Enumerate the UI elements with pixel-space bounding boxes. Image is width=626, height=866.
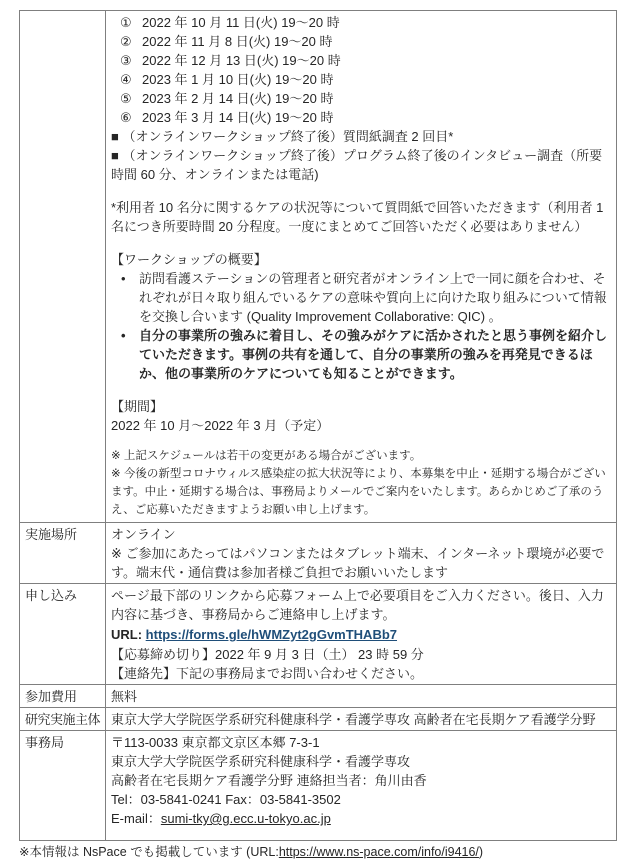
schedule-label-cell-empty xyxy=(20,11,106,523)
office-email-line xyxy=(111,809,610,828)
table-row-venue xyxy=(20,523,617,584)
table-row-office xyxy=(20,731,617,841)
nspace-link[interactable]: https://www.ns-pace.com/info/i9416/ xyxy=(278,845,479,859)
table-row-application xyxy=(20,584,617,685)
session-number: ② xyxy=(120,34,132,49)
spacer xyxy=(111,435,610,447)
session-date: 2023 年 2 月 14 日(火) 19～20 時 xyxy=(142,91,334,106)
recruitment-info-table xyxy=(19,10,617,841)
schedule-session-5 xyxy=(120,89,610,108)
schedule-session-6 xyxy=(120,108,610,127)
application-content-cell xyxy=(106,584,617,685)
fee-value: 無料 xyxy=(106,685,617,708)
nspace-footnote xyxy=(19,844,619,861)
venue-value: オンライン xyxy=(111,527,176,542)
application-label: 申し込み xyxy=(20,584,106,685)
research-body-value: 東京大学大学院医学系研究科健康科学・看護学専攻 高齢者在宅長期ケア看護学分野 xyxy=(106,708,617,731)
venue-label: 実施場所 xyxy=(20,523,106,584)
period-value: 2022 年 10 月～2022 年 3 月（予定） xyxy=(111,418,330,433)
table-row-research-body xyxy=(20,708,617,731)
session-date: 2022 年 11 月 8 日(火) 19～20 時 xyxy=(142,34,333,49)
schedule-session-3 xyxy=(120,51,610,70)
venue-note: ※ ご参加にあたってはパソコンまたはタブレット端末、インターネット環境が必要です。端末代・通信費は参加者様ご負担でお願いいたします xyxy=(111,546,605,580)
research-body-label: 研究実施主体 xyxy=(20,708,106,731)
office-email-link[interactable]: sumi-tky@g.ecc.u-tokyo.ac.jp xyxy=(160,811,331,826)
application-form-link[interactable]: https://forms.gle/hWMZyt2gGvmTHABb7 xyxy=(145,627,398,642)
venue-content-cell xyxy=(106,523,617,584)
application-deadline: 【応募締め切り】2022 年 9 月 3 日（土） 23 時 59 分 xyxy=(111,647,424,662)
spacer xyxy=(111,236,610,250)
footnote-suffix: ) xyxy=(478,845,484,859)
schedule-disclaimer-1: ※ 上記スケジュールは若干の変更がある場合がございます。 xyxy=(111,450,422,462)
spacer xyxy=(111,184,610,198)
office-tel-fax: Tel：03-5841-0241 Fax：03-5841-3502 xyxy=(111,792,341,807)
schedule-session-4 xyxy=(120,70,610,89)
bullet-icon: • xyxy=(121,271,126,286)
schedule-session-2 xyxy=(120,32,610,51)
office-content-cell xyxy=(106,731,617,841)
overview-bullet-1 xyxy=(121,269,610,326)
office-label: 事務局 xyxy=(20,731,106,841)
table-row-schedule xyxy=(20,11,617,523)
bullet-icon: • xyxy=(121,328,126,343)
url-label: URL: xyxy=(111,627,146,642)
session-date: 2022 年 12 月 13 日(火) 19～20 時 xyxy=(142,53,341,68)
workshop-overview-heading: 【ワークショップの概要】 xyxy=(111,252,267,267)
session-date: 2023 年 1 月 10 日(火) 19～20 時 xyxy=(142,72,334,87)
survey-item-questionnaire: ■ （オンラインワークショップ終了後）質問紙調査 2 回目* xyxy=(111,129,454,144)
office-address: 〒113-0033 東京都文京区本郷 7-3-1 xyxy=(111,735,320,750)
session-date: 2023 年 3 月 14 日(火) 19～20 時 xyxy=(142,110,334,125)
schedule-session-1 xyxy=(120,13,610,32)
fee-label: 参加費用 xyxy=(20,685,106,708)
office-university: 東京大学大学院医学系研究科健康科学・看護学専攻 xyxy=(111,754,411,769)
questionnaire-note: *利用者 10 名分に関するケアの状況等について質問紙で回答いただきます（利用者 1 名につき所要時間 20 分程度。一度にまとめてご回答いただく必要はありません） xyxy=(111,200,604,234)
overview-bullet-text: 自分の事業所の強みに着目し、その強みがケアに活かされたと思う事例を紹介していただきます。事例の共有を通して、自分の事業所の強みを再発見できるほか、他の事業所のケアについても知ることができます。 xyxy=(139,328,608,381)
schedule-content-cell xyxy=(106,11,617,523)
footnote-prefix: ※本情報は NsPace でも掲載しています (URL: xyxy=(19,845,279,859)
survey-item-interview: ■ （オンラインワークショップ終了後）プログラム終了後のインタビュー調査（所要時間 60 分、オンラインまたは電話) xyxy=(111,148,603,182)
session-date: 2022 年 10 月 11 日(火) 19～20 時 xyxy=(142,15,340,30)
session-number: ⑤ xyxy=(120,91,132,106)
application-url-line xyxy=(111,625,610,644)
spacer xyxy=(111,383,610,397)
application-contact: 【連絡先】下記の事務局までお問い合わせください。 xyxy=(111,666,424,681)
session-number: ① xyxy=(120,15,132,30)
schedule-disclaimer-2: ※ 今後の新型コロナウィルス感染症の拡大状況等により、本募集を中止・延期する場合がございます。中止・延期する場合は、事務局よりメールでご案内をいたします。あらかじめご了承のうえ、ご応募いただきますようお願い申し上げます。 xyxy=(111,468,606,516)
session-number: ④ xyxy=(120,72,132,87)
application-instruction: ページ最下部のリンクから応募フォーム上で必要項目をご入力ください。後日、入力内容に基づき、事務局からご連絡申し上げます。 xyxy=(111,588,604,622)
office-department-contact: 高齢者在宅長期ケア看護学分野 連絡担当者：角川由香 xyxy=(111,773,427,788)
email-label: E-mail： xyxy=(111,811,161,826)
session-number: ⑥ xyxy=(120,110,132,125)
period-heading: 【期間】 xyxy=(111,399,164,414)
table-row-fee xyxy=(20,685,617,708)
session-number: ③ xyxy=(120,53,132,68)
overview-bullet-text: 訪問看護ステーションの管理者と研究者がオンライン上で一同に顔を合わせ、それぞれが日々取り組んでいるケアの意味や質向上に向けた取り組みについて情報を交換し合います (Quality Improvement Collaborative: QIC) 。 xyxy=(139,271,607,324)
overview-bullet-2 xyxy=(121,326,610,383)
